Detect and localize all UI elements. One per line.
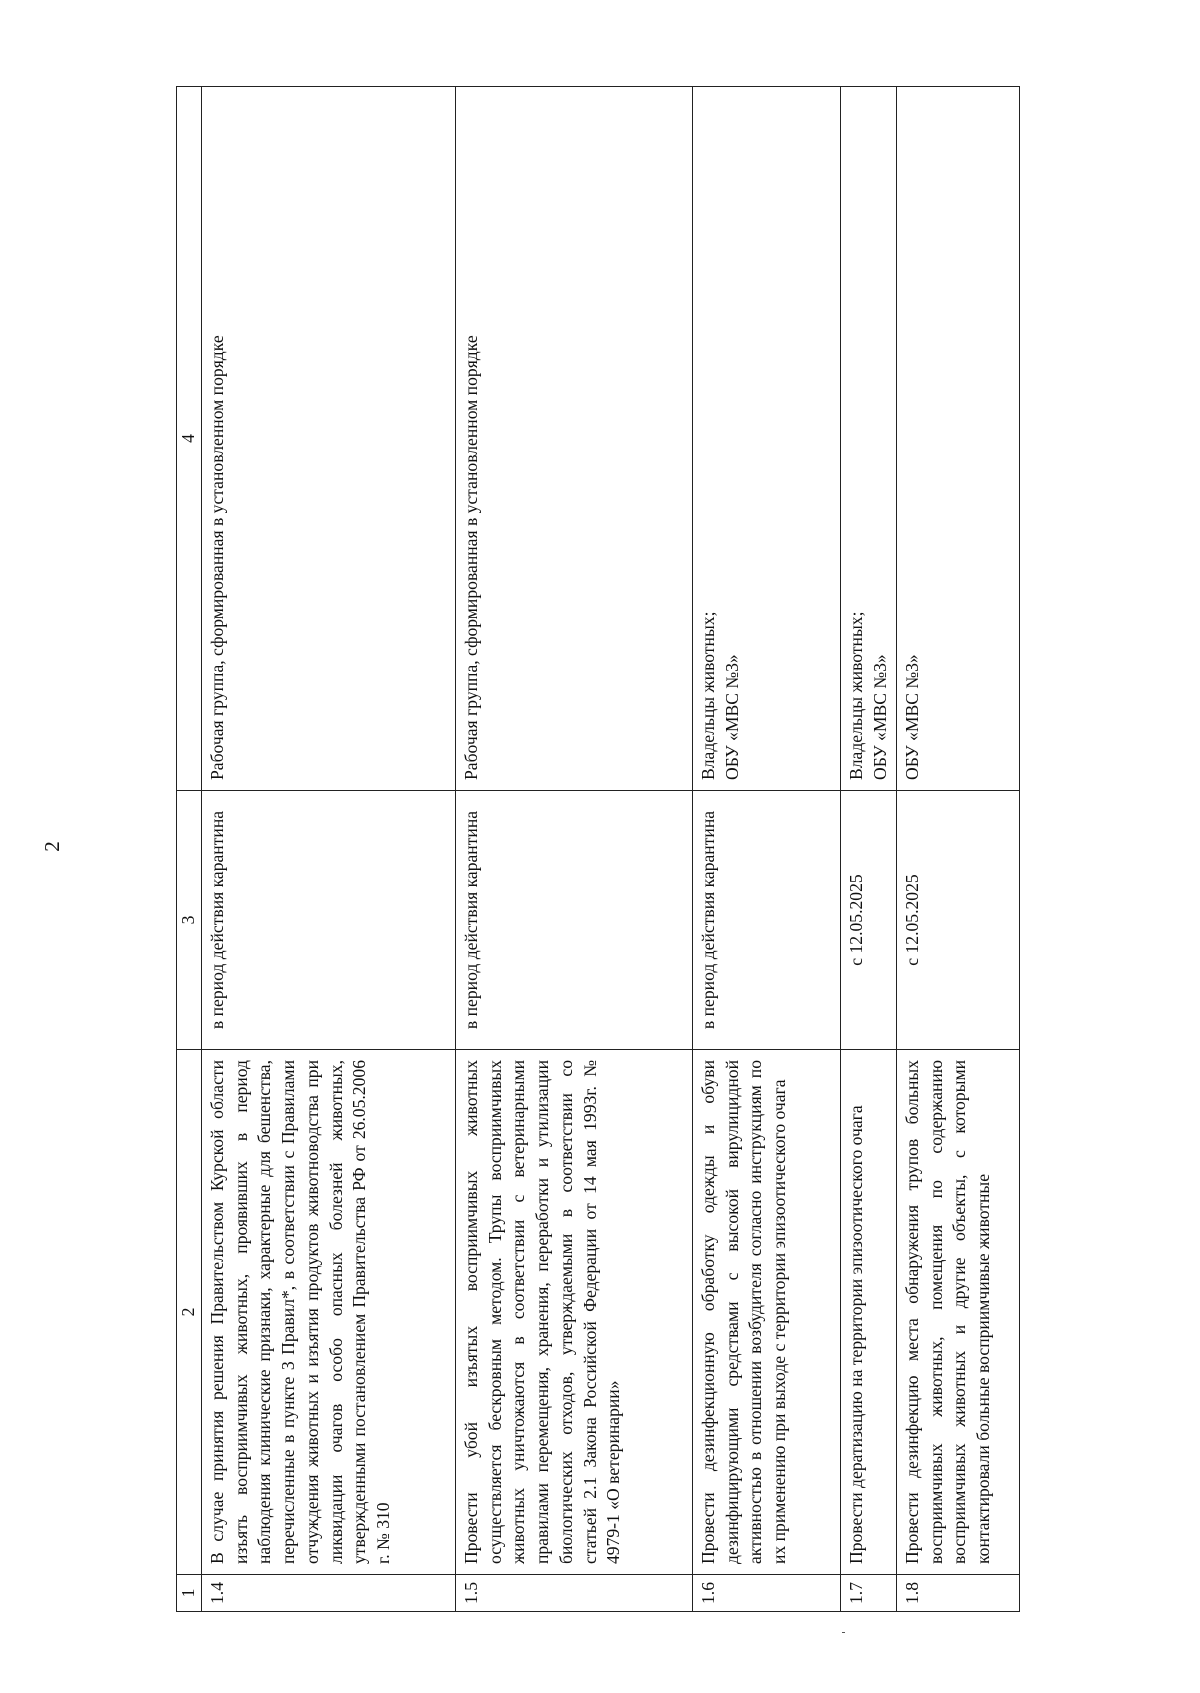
measure-text: В случае принятия решения Правительством Курской области изъять восприимчивых животных, проявивших в период наблюдения клинические признаки, характерные для бешенства, перечисленные в пункте 3 Правил*, в соответствии с Правилами отчуждения животных и изъятия продуктов животноводства при ликвидации очагов особо опасных болезней животных, утвержденными постановлением Правительства РФ от 26.05.2006 г. № 310 <box>201 1050 455 1575</box>
column-header-2: 2 <box>177 1050 202 1575</box>
column-header-3: 3 <box>177 791 202 1050</box>
table-row <box>455 87 692 1612</box>
measure-text: Провести дератизацию на территории эпизоотического очага <box>840 1050 896 1575</box>
responsible-text <box>840 87 896 791</box>
page-number: 2 <box>39 841 64 852</box>
deadline-text: в период действия карантина <box>201 791 455 1050</box>
table-row <box>201 87 455 1612</box>
column-header-4: 4 <box>177 87 202 791</box>
responsible-line: ОБУ «МВС №3» <box>721 654 742 780</box>
responsible-text: Рабочая группа, сформированная в установленном порядке <box>455 87 692 791</box>
responsible-text: Рабочая группа, сформированная в установленном порядке <box>201 87 455 791</box>
responsible-line: Владельцы животных; <box>697 611 718 780</box>
deadline-text: с 12.05.2025 <box>896 791 1019 1050</box>
scan-speck <box>842 1632 845 1633</box>
rotated-table-wrapper <box>176 87 1159 1612</box>
table-header-row <box>177 87 202 1612</box>
responsible-text: ОБУ «МВС №3» <box>896 87 1019 791</box>
table-row <box>692 87 840 1612</box>
measure-text: Провести убой изъятых восприимчивых животных осуществляется бескровным методом. Трупы восприимчивых животных уничтожаются в соответствии с ветеринарными правилами перемещения, хранения, переработки и утилизации биологических отходов, утверждаемыми в соответствии со статьей 2.1 Закона Российской Федерации от 14 мая 1993г. № 4979-1 «О ветеринарии» <box>455 1050 692 1575</box>
column-header-1: 1 <box>177 1575 202 1612</box>
measures-table <box>176 86 1020 1612</box>
row-number: 1.8 <box>896 1575 1019 1612</box>
row-number: 1.5 <box>455 1575 692 1612</box>
deadline-text: с 12.05.2025 <box>840 791 896 1050</box>
responsible-line: ОБУ «МВС №3» <box>869 654 890 780</box>
responsible-line: Владельцы животных; <box>845 611 866 780</box>
deadline-text: в период действия карантина <box>455 791 692 1050</box>
measure-text: Провести дезинфекционную обработку одежды и обуви дезинфицирующими средствами с высокой вирулицидной активностью в отношении возбудителя согласно инструкциям по их применению при выходе с территории эпизоотического очага <box>692 1050 840 1575</box>
deadline-text: в период действия карантина <box>692 791 840 1050</box>
responsible-text <box>692 87 840 791</box>
row-number: 1.4 <box>201 1575 455 1612</box>
row-number: 1.6 <box>692 1575 840 1612</box>
table-row <box>896 87 1019 1612</box>
row-number: 1.7 <box>840 1575 896 1612</box>
measure-text: Провести дезинфекцию места обнаружения трупов больных восприимчивых животных, помещения по содержанию восприимчивых животных и другие объекты, с которыми контактировали больные восприимчивые животные <box>896 1050 1019 1575</box>
table-row <box>840 87 896 1612</box>
